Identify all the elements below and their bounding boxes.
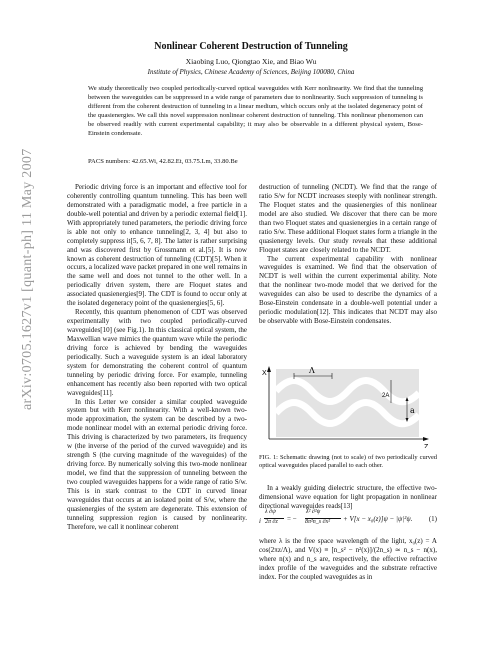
waveguide-diagram [259,361,437,448]
amplitude-label: 2A [382,393,390,399]
pacs-numbers: PACS numbers: 42.65.Wi, 42.82.Et, 03.75.Lm, 33.80.Be [88,158,238,165]
separation-label: a [410,406,415,415]
paper-affiliation: Institute of Physics, Chinese Academy of Sciences, Beijing 100080, China [147,68,355,76]
right-paragraph-1: destruction of tunneling (NCDT). We find that the range of ratio S/w for NCDT increases steeply with nonlinear strength. The Floquet states and the quasienergies of this nonlinear model are also studied. We discover that there can be more than two Floquet states and quasienergies in a certain range of ratio S/w. These additional Floquet states form a triangle in the quasienergy levels. Our study reveals that these additional Floquet states are closely related to the NCDT. [259,183,437,254]
eq-rhs-numerator: λ² ∂²ψ [306,509,321,515]
left-paragraph-3: In this Letter we consider a similar coupled waveguide system but with Kerr nonlinearity. With a well-known two-mode approximation, the system can be described by a two-mode nonlinear model with an external periodic driving force. This driving is characterized by two parameters, its frequency w (the inverse of the period of the curved waveguide) and its strength S (the curving magnitude of the waveguides) of the driving force. By numerically solving this two-mode nonlinear model, we find that the suppression of tunneling between the two coupled waveguides happens for a wide range of ratio S/w. This is in stark contrast to the CDT in curved linear waveguides that occurs at an isolated point of S/w, where the quasienergies of the system are degenerate. This extension of tunneling suppression region is caused by nonlinearity. Therefore, we call it nonlinear coherent [67,397,247,531]
eq-lhs-denominator: 2π ∂z [265,519,278,525]
figure-caption: FIG. 1: Schematic drawing (not to scale) of two periodically curved optical waveguides placed parallel to each other. [259,454,437,469]
right-paragraph-2: The current experimental capability with nonlinear waveguides is examined. We find that the observation of NCDT is well within the current experimental ability. Note that the nonlinear two-mode model that we derived for the waveguides can also be used to describe the dynamics of a Bose-Einstein condensate in a double-well potential under a periodic modulation[12]. This indicates that NCDT may also be observable with Bose-Einstein condensates. [259,254,437,326]
eq-prefix: i [259,517,261,525]
arxiv-stamp[interactable]: arXiv:0705.1627v1 [quant-ph] 11 May 2007 [20,148,35,410]
right-column-bottom-2: where λ is the free space wavelength of the light, x₀(z) = A cos(2πz/Λ), and V(x) ≡ [n_s² − n²(x)]/(2n_s) ≃ n_s − n(x), where n(x) and n_s are, respectively, the effective refractive index profile of the waveguides and the substrate refractive index. For the coupled waveguides as in [259,537,437,581]
eq-number: (1) [428,515,437,523]
x-axis-label: X [262,370,267,377]
eq-rhs-sign: = − [287,515,297,523]
abstract: We study theoretically two coupled periodically-curved optical waveguides with Kerr nonlinearity. We find that the tunneling between the waveguides can be suppressed in a wide range of parameters due to nonlinearity. Such suppression of tunneling is different from the coherent destruction of tunneling in a linear medium, which occurs only at the isolated degeneracy point of the quasienergies. We call this novel suppression nonlinear coherent destruction of tunneling. This nonlinear phenomenon can be observed readily with current experimental capability; it may also be observable in a different physical system, Bose-Einstein condensate. [88,85,423,137]
eq-rhs-denominator: 8π²n_s ∂x² [305,519,331,525]
eq-rhs-tail: + V[x − x₀(z)]ψ − |ψ|²ψ. [343,515,413,523]
paper-title: Nonlinear Coherent Destruction of Tunneling [154,41,348,52]
equation-1 [259,508,437,534]
z-axis-label: Z [424,444,429,448]
right-paragraph-3: In a weakly guiding dielectric structure, the effective two-dimensional wave equation for light propagation in nonlinear directional waveguides reads[13] [259,484,437,510]
z-axis-arrow-icon [423,437,429,441]
right-column-top [259,183,437,361]
left-column [67,183,247,638]
paper-authors: Xiaobing Luo, Qiongtao Xie, and Biao Wu [185,57,317,66]
left-paragraph-1: Periodic driving force is an important and effective tool for coherently controlling quantum tunneling. This has been well demonstrated with a paradigmatic model, a free particle in a double-well potential and driven by a periodic external field[1]. With appropriately tuned parameters, the periodic driving force is able not only to enhance tunneling[2, 3, 4] but also to completely suppress it[5, 6, 7, 8]. The latter is rather surprising and was discovered first by Grossmann et al.[5]. It is now known as coherent destruction of tunneling (CDT)[5]. When it occurs, a localized wave packet prepared in one well remains in the same well and does not tunnel to the other well. In a periodically driven system, there are Floquet states and associated quasienergies[9]. The CDT is found to occur only at the isolated degeneracy point of the quasienergies[5, 6]. [67,183,247,308]
left-paragraph-2: Recently, this quantum phenomenon of CDT was observed experimentally with two coupled periodically-curved waveguides[10] (see Fig.1). In this classical optical system, the Maxwellian wave mimics the quantum wave while the periodic driving force is achieved by bending the waveguides periodically. Such a waveguide system is an ideal laboratory system for demonstrating the coherent control of quantum tunneling by periodic driving force. For example, tunneling enhancement has recently also been reported with two optical waveguides[11]. [67,308,247,397]
x-axis-arrow-icon [267,366,271,372]
right-column-bottom [259,484,437,511]
period-label: Λ [309,366,315,375]
figure-1 [259,361,437,448]
eq-lhs-numerator: λ ∂ψ [265,509,276,515]
